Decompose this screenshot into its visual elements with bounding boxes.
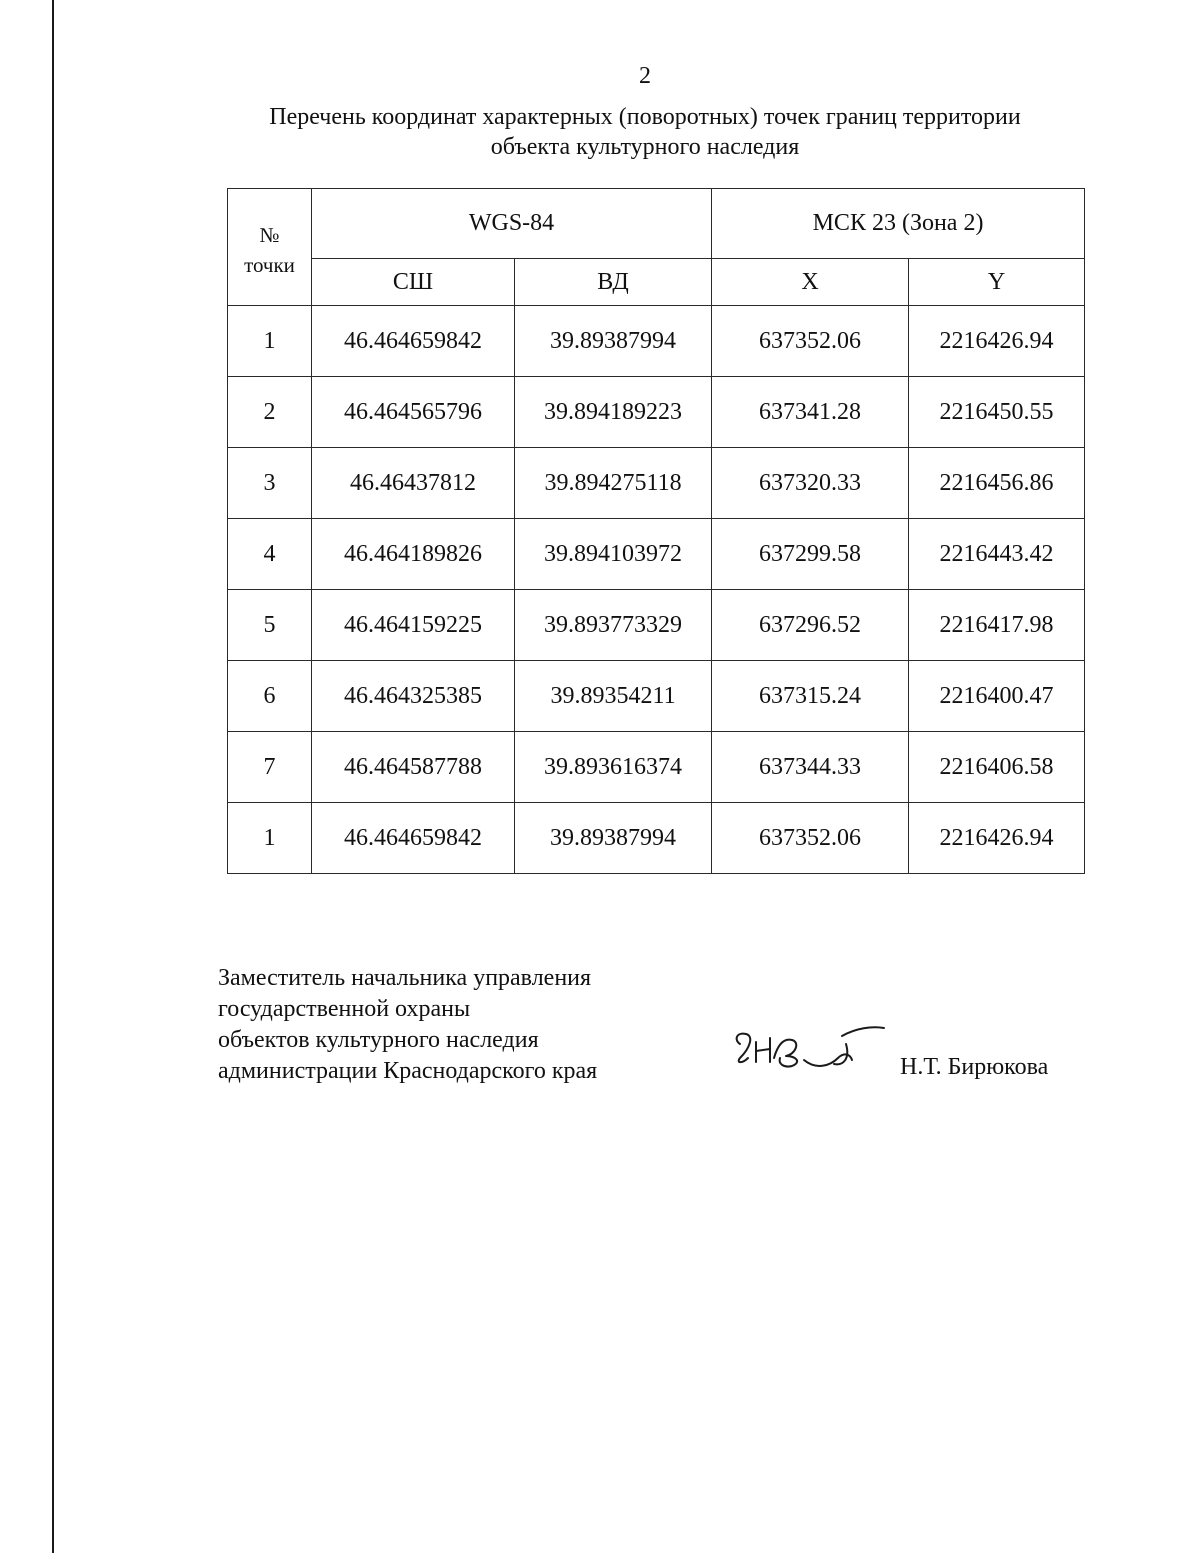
longitude-cell: 39.894103972 bbox=[515, 519, 712, 590]
x-cell: 637320.33 bbox=[712, 448, 909, 519]
y-cell: 2216450.55 bbox=[909, 377, 1085, 448]
x-cell: 637341.28 bbox=[712, 377, 909, 448]
point-number-header-word: точки bbox=[244, 253, 295, 277]
latitude-header: СШ bbox=[312, 259, 515, 306]
longitude-header: ВД bbox=[515, 259, 712, 306]
table-row bbox=[228, 448, 1085, 519]
table-row bbox=[228, 377, 1085, 448]
y-cell: 2216417.98 bbox=[909, 590, 1085, 661]
latitude-cell: 46.464159225 bbox=[312, 590, 515, 661]
point-number-cell: 2 bbox=[228, 377, 312, 448]
document-title-line-1: Перечень координат характерных (поворотных) точек границ территории bbox=[269, 104, 1021, 130]
latitude-cell: 46.464659842 bbox=[312, 306, 515, 377]
signer-position-line: администрации Краснодарского края bbox=[218, 1058, 598, 1084]
point-number-header-symbol: № bbox=[259, 223, 280, 247]
table-header-row bbox=[228, 189, 1085, 259]
x-cell: 637352.06 bbox=[712, 803, 909, 874]
table-row bbox=[228, 661, 1085, 732]
signer-position-line: государственной охраны bbox=[218, 996, 471, 1022]
x-header: X bbox=[712, 259, 909, 306]
x-cell: 637344.33 bbox=[712, 732, 909, 803]
table-row bbox=[228, 803, 1085, 874]
x-cell: 637352.06 bbox=[712, 306, 909, 377]
latitude-cell: 46.464325385 bbox=[312, 661, 515, 732]
table-row bbox=[228, 519, 1085, 590]
latitude-cell: 46.464189826 bbox=[312, 519, 515, 590]
x-cell: 637299.58 bbox=[712, 519, 909, 590]
longitude-cell: 39.893616374 bbox=[515, 732, 712, 803]
x-cell: 637315.24 bbox=[712, 661, 909, 732]
longitude-cell: 39.894275118 bbox=[515, 448, 712, 519]
point-number-cell: 3 bbox=[228, 448, 312, 519]
longitude-cell: 39.893773329 bbox=[515, 590, 712, 661]
y-cell: 2216406.58 bbox=[909, 732, 1085, 803]
handwritten-signature bbox=[726, 1018, 886, 1082]
point-number-header bbox=[228, 189, 312, 306]
coordinates-table bbox=[227, 188, 1085, 874]
signer-position-line: объектов культурного наследия bbox=[218, 1027, 539, 1053]
point-number-cell: 1 bbox=[228, 803, 312, 874]
point-number-cell: 7 bbox=[228, 732, 312, 803]
point-number-cell: 6 bbox=[228, 661, 312, 732]
longitude-cell: 39.89387994 bbox=[515, 803, 712, 874]
y-cell: 2216456.86 bbox=[909, 448, 1085, 519]
latitude-cell: 46.464659842 bbox=[312, 803, 515, 874]
point-number-cell: 5 bbox=[228, 590, 312, 661]
y-cell: 2216426.94 bbox=[909, 803, 1085, 874]
latitude-cell: 46.464587788 bbox=[312, 732, 515, 803]
msk23-group-header: МСК 23 (Зона 2) bbox=[712, 189, 1085, 259]
signer-name: Н.Т. Бирюкова bbox=[900, 1054, 1049, 1080]
y-cell: 2216426.94 bbox=[909, 306, 1085, 377]
page-number: 2 bbox=[639, 63, 651, 89]
latitude-cell: 46.464565796 bbox=[312, 377, 515, 448]
longitude-cell: 39.89387994 bbox=[515, 306, 712, 377]
signer-position-line: Заместитель начальника управления bbox=[218, 965, 592, 991]
scan-edge-line bbox=[52, 0, 54, 1553]
document-title-line-2: объекта культурного наследия bbox=[490, 134, 800, 160]
x-cell: 637296.52 bbox=[712, 590, 909, 661]
y-cell: 2216443.42 bbox=[909, 519, 1085, 590]
latitude-cell: 46.46437812 bbox=[312, 448, 515, 519]
wgs84-group-header: WGS-84 bbox=[312, 189, 712, 259]
point-number-cell: 1 bbox=[228, 306, 312, 377]
signer-position bbox=[218, 963, 597, 1087]
point-number-cell: 4 bbox=[228, 519, 312, 590]
y-header: Y bbox=[909, 259, 1085, 306]
document-title bbox=[200, 102, 1090, 162]
longitude-cell: 39.89354211 bbox=[515, 661, 712, 732]
table-row bbox=[228, 732, 1085, 803]
y-cell: 2216400.47 bbox=[909, 661, 1085, 732]
table-row bbox=[228, 590, 1085, 661]
table-subheader-row bbox=[228, 259, 1085, 306]
table-row bbox=[228, 306, 1085, 377]
longitude-cell: 39.894189223 bbox=[515, 377, 712, 448]
